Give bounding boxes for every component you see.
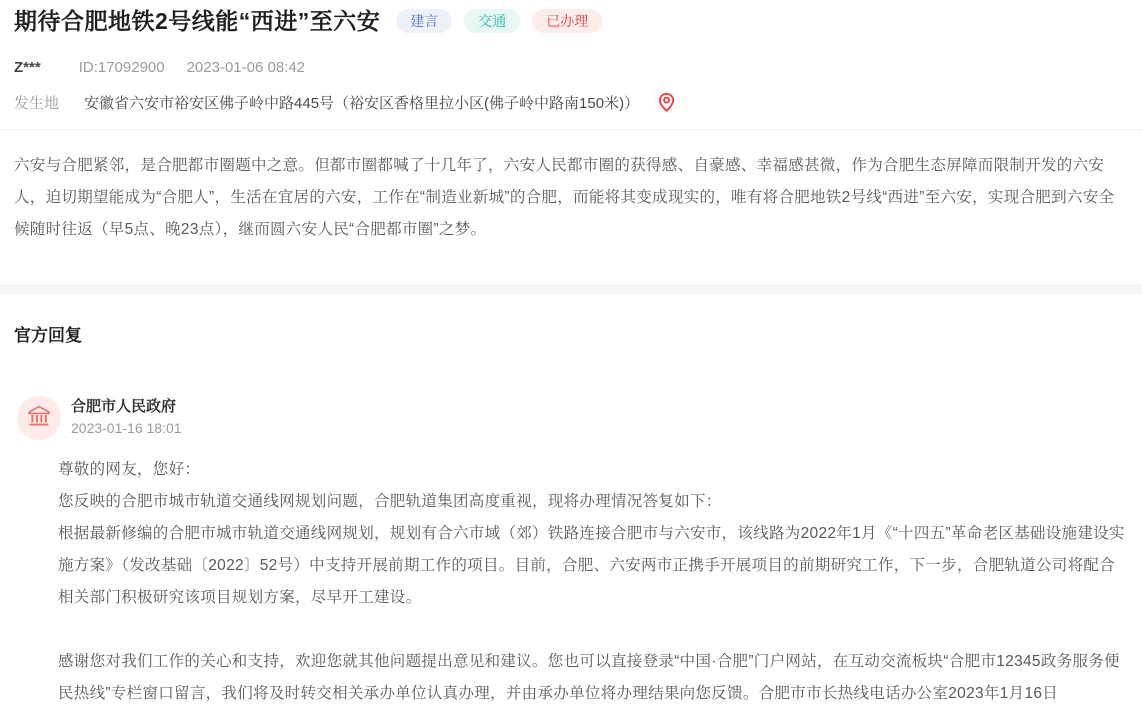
username: Z***: [14, 59, 41, 76]
reply-body: [58, 454, 1128, 720]
reply-item: [14, 396, 1128, 720]
location-row: [14, 91, 1128, 113]
official-reply-heading: 官方回复: [14, 326, 82, 345]
page-title: 期待合肥地铁2号线能“西进”至六安: [14, 8, 381, 34]
post-id: ID:17092900: [78, 59, 165, 76]
section-divider: [0, 284, 1142, 294]
location-value: 安徽省六安市裕安区佛子岭中路445号（裕安区香格里拉小区(佛子岭中路南150米)）: [84, 94, 640, 112]
reply-paragraph: 根据最新修编的合肥市城市轨道交通线网规划，规划有合六市域（郊）铁路连接合肥市与六安市，该线路为2022年1月《“十四五”革命老区基础设施建设实施方案》（发改基础〔2022〕52号）中支持开展前期工作的项目。目前，合肥、六安两市正携手开展项目的前期研究工作，下一步，合肥轨道公司将配合相关部门积极研究该项目规划方案，尽早开工建设。: [58, 525, 1125, 606]
badge-traffic[interactable]: 交通: [464, 9, 520, 33]
reply-paragraph: 感谢您对我们工作的关心和支持，欢迎您就其他问题提出意见和建议。您也可以直接登录“中国·合肥”门户网站，在互动交流板块“合肥市12345政务服务便民热线”专栏窗口留言，我们将及时转交相关承办单位认真办理，并由承办单位将办理结果向您反馈。合肥市市长热线电话办公室2023年1月16日: [58, 653, 1120, 702]
reply-timestamp: 2023-01-16 18:01: [71, 420, 182, 436]
reply-paragraph: 您反映的合肥市城市轨道交通线网规划问题，合肥轨道集团高度重视，现将办理情况答复如下：: [58, 493, 722, 510]
location-label: 发生地: [14, 94, 60, 112]
post-content: 六安与合肥紧邻，是合肥都市圈题中之意。但都市圈都喊了十几年了，六安人民都市圈的获得感、自豪感、幸福感甚微，作为合肥生态屏障而限制开发的六安人，迫切期望能成为“合肥人”，生活在宜居的六安，工作在“制造业新城”的合肥，而能将其变成现实的，唯有将合肥地铁2号线“西进”至六安，实现合肥到六安全候随时往返（早5点、晚23点），继而圆六安人民“合肥都市圈”之梦。: [14, 157, 1115, 238]
reply-paragraph: 尊敬的网友，您好：: [58, 461, 201, 478]
badge-status-handled[interactable]: 已办理: [532, 9, 602, 33]
title-row: [14, 6, 1128, 36]
badge-suggestion[interactable]: 建言: [396, 9, 452, 33]
reply-header: [17, 396, 1128, 440]
reply-author: 合肥市人民政府: [71, 398, 177, 415]
government-building-icon: [27, 404, 51, 433]
badge-group: [396, 9, 602, 33]
post-timestamp: 2023-01-06 08:42: [186, 59, 306, 76]
post-header: [0, 6, 1142, 130]
post-meta-row: [14, 59, 1128, 76]
avatar: [17, 396, 61, 440]
reply-author-block: [71, 396, 182, 436]
official-reply-section: [0, 294, 1142, 720]
map-pin-icon[interactable]: [657, 91, 676, 113]
